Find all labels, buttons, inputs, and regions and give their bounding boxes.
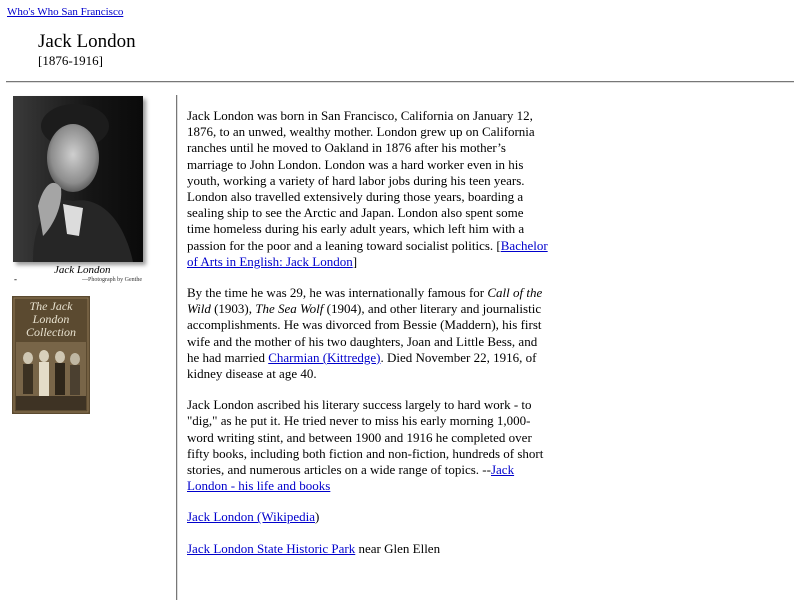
book-title-call-of-the-wild: Call of the Wild bbox=[187, 285, 543, 317]
portrait-photo bbox=[13, 96, 143, 262]
wikipedia-link[interactable]: Jack London (Wikipedia bbox=[187, 509, 315, 525]
bio-text: Jack London ascribed his literary success largely to hard work - to "dig," as he put it. He tried never to miss his early morning 1,000-word writing stint, and between 1900 and 1916 he completed over fifty books, including both fiction and non-fiction, hundreds of short stories, and numerous articles on a wide range of topics. -- bbox=[187, 397, 544, 478]
life-and-books-link[interactable]: Jack London - his life and books bbox=[187, 462, 515, 494]
page-title: Jack London bbox=[38, 31, 136, 52]
state-park-link[interactable]: Jack London State Historic Park bbox=[187, 540, 356, 556]
park-location-text: near Glen Ellen bbox=[355, 540, 441, 556]
wikipedia-line bbox=[187, 509, 549, 525]
life-years: [1876-1916] bbox=[38, 53, 103, 68]
bachelor-of-arts-link[interactable]: Bachelor of Arts in English: Jack London bbox=[187, 237, 548, 269]
header-divider bbox=[6, 81, 794, 83]
book-cover-art bbox=[12, 296, 90, 414]
book-cover-image[interactable] bbox=[12, 296, 90, 414]
bio-text: Jack London was born in San Francisco, California on January 12, 1876, to an unwed, wealthy mother. London grew up on California ranches until he moved to Oakland in 1876 after his mother’s marriage to John London. London was a hard worker even in his youth, working a variety of hard labor jobs during his teen years. London also travelled extensively during those years, boarding a sealing ship to see the Arctic and Japan. London also spent some time homeless during his early adult years, which left him with a passion for the poor and a leaning toward socialist politics. bbox=[187, 108, 535, 253]
biography bbox=[187, 108, 549, 572]
site-home-link[interactable]: Who's Who San Francisco bbox=[7, 6, 124, 18]
bracket: [ bbox=[496, 237, 501, 253]
photo-credit: ---Photograph by Genthe bbox=[82, 277, 142, 283]
bio-paragraph-3 bbox=[187, 397, 549, 494]
bio-paragraph-2 bbox=[187, 285, 549, 382]
book-title-line1: The Jack bbox=[29, 299, 73, 313]
caption-dash: - bbox=[14, 274, 17, 284]
bio-text: (1904), and other literary and journalistic accomplishments. He was divorced from Bessie (Maddern), his first wife and the mother of his two daughters, Joan and Little Bess, and he had married bbox=[187, 301, 542, 365]
column-divider bbox=[176, 95, 178, 600]
book-title-sea-wolf: The Sea Wolf bbox=[255, 301, 324, 317]
photo-caption: Jack London bbox=[54, 264, 111, 276]
charmian-link[interactable]: Charmian (Kittredge) bbox=[268, 349, 381, 365]
bio-paragraph-1 bbox=[187, 108, 549, 270]
book-title-line3: Collection bbox=[26, 325, 76, 339]
bio-text: . Died November 22, 1916, of kidney disease at age 40. bbox=[187, 349, 537, 382]
portrait-image bbox=[13, 96, 143, 262]
bracket: ] bbox=[352, 253, 358, 269]
paren: ) bbox=[315, 509, 320, 525]
bio-text: By the time he was 29, he was internationally famous for bbox=[187, 285, 488, 301]
bio-text: (1903), bbox=[210, 301, 256, 317]
park-line bbox=[187, 541, 549, 557]
book-title-line2: London bbox=[32, 312, 70, 326]
